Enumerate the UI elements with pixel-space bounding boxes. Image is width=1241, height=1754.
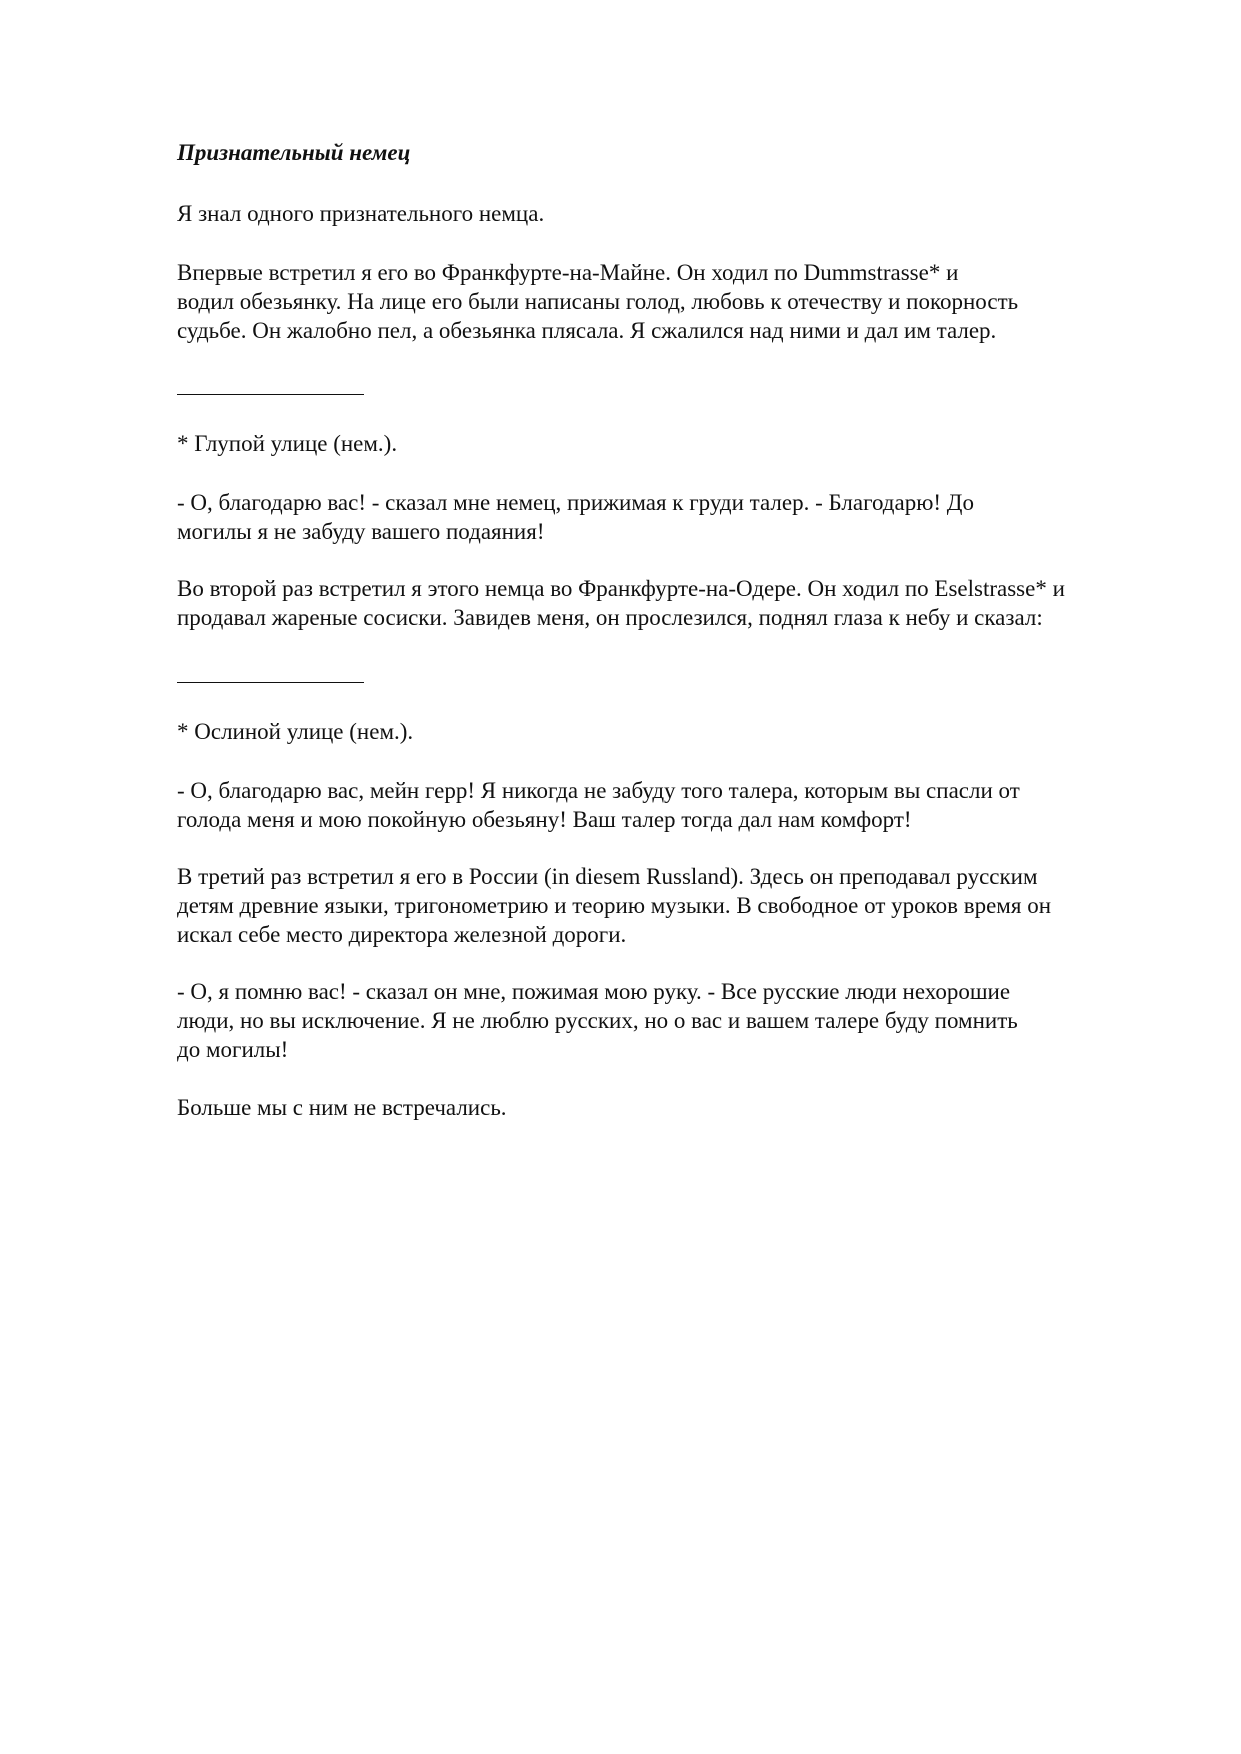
intro-paragraph: Я знал одного признательного немца.: [177, 201, 545, 226]
paragraph-3-line: Во второй раз встретил я этого немца во Франкфурте-на-Одере. Он ходил по Eselstrasse* и: [177, 576, 1065, 601]
paragraph-3-line: продавал жареные сосиски. Завидев меня, он прослезился, поднял глаза к небу и сказал:: [177, 605, 1043, 630]
paragraph-6-line: до могилы!: [177, 1037, 289, 1062]
paragraph-6: [177, 977, 1157, 1064]
closing-paragraph: Больше мы с ним не встречались.: [177, 1095, 507, 1120]
paragraph-1-line: водил обезьянку. На лице его были написаны голод, любовь к отечеству и покорность: [177, 289, 1019, 314]
paragraph-5-line: искал себе место директора железной дороги.: [177, 922, 627, 947]
paragraph-1: [177, 258, 1157, 345]
paragraph-4: [177, 776, 1157, 834]
footnote-1: * Глупой улице (нем.).: [177, 431, 398, 456]
paragraph-6-line: - О, я помню вас! - сказал он мне, пожимая мою руку. - Все русские люди нехорошие: [177, 979, 1011, 1004]
paragraph-2-line: - О, благодарю вас! - сказал мне немец, прижимая к груди талер. - Благодарю! До: [177, 490, 974, 515]
paragraph-2-line: могилы я не забуду вашего подаяния!: [177, 519, 545, 544]
paragraph-5: [177, 862, 1157, 949]
paragraph-1-line: судьбе. Он жалобно пел, а обезьянка плясала. Я сжалился над ними и дал им талер.: [177, 318, 997, 343]
paragraph-4-line: голода меня и мою покойную обезьяну! Ваш талер тогда дал нам комфорт!: [177, 807, 912, 832]
paragraph-5-line: детям древние языки, тригонометрию и теорию музыки. В свободное от уроков время он: [177, 893, 1051, 918]
footnote-separator: [177, 394, 364, 395]
paragraph-4-line: - О, благодарю вас, мейн герр! Я никогда не забуду того талера, которым вы спасли от: [177, 778, 1020, 803]
paragraph-1-line: Впервые встретил я его во Франкфурте-на-Майне. Он ходил по Dummstrasse* и: [177, 260, 959, 285]
paragraph-6-line: люди, но вы исключение. Я не люблю русских, но о вас и вашем талере буду помнить: [177, 1008, 1018, 1033]
paragraph-2: [177, 488, 1157, 546]
story-title: Признательный немец: [177, 140, 411, 165]
footnote-2: * Ослиной улице (нем.).: [177, 719, 414, 744]
paragraph-5-line: В третий раз встретил я его в России (in diesem Russland). Здесь он преподавал русским: [177, 864, 1038, 889]
paragraph-3: [177, 574, 1157, 632]
footnote-separator: [177, 682, 364, 683]
